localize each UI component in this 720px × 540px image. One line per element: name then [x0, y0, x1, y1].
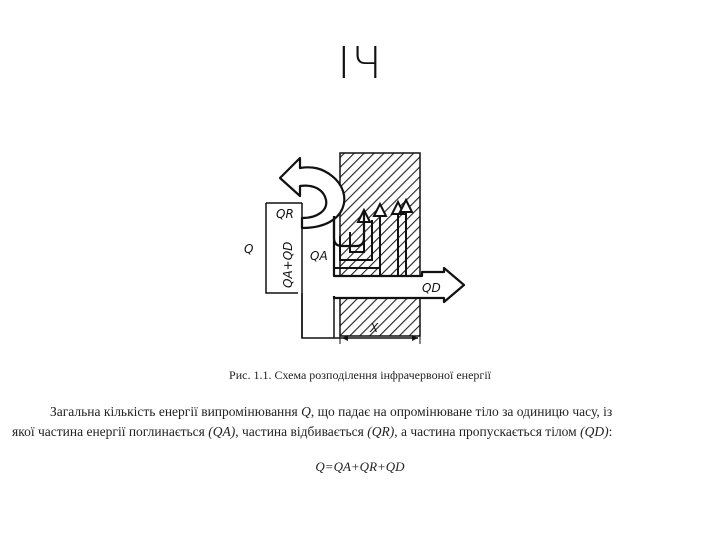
label-thickness: X	[370, 321, 379, 335]
text-fragment: якої частина енергії поглинається	[12, 424, 209, 439]
label-q-total: Q	[244, 242, 254, 256]
paragraph-line-1	[12, 402, 708, 422]
text-fragment: , а частина пропускається тілом	[394, 424, 581, 439]
figure-caption: Рис. 1.1. Схема розподілення інфрачервоної енергії	[229, 368, 491, 382]
text-fragment: :	[608, 424, 613, 439]
symbol-qa: (QA)	[208, 424, 236, 439]
paragraph-line-2	[12, 422, 708, 442]
label-q-reflected: QR	[276, 207, 294, 221]
text-fragment: , що падає на опромінюване тіло за одиницю часу, із	[310, 404, 613, 419]
label-q-absorbed-plus-transmitted: QA+QD	[281, 241, 295, 288]
energy-distribution-diagram	[230, 148, 480, 350]
body-paragraph	[12, 402, 708, 442]
symbol-qr: (QR)	[367, 424, 395, 439]
slide-title: ІЧ	[337, 38, 383, 89]
text-fragment: Загальна кількість енергії випромінювання	[50, 404, 302, 419]
label-q-absorbed: QA	[310, 249, 328, 263]
energy-balance-formula: Q=QA+QR+QD	[315, 459, 405, 474]
symbol-q: Q	[301, 404, 311, 419]
symbol-qd: (QD)	[580, 424, 609, 439]
label-q-transmitted: QD	[422, 281, 441, 295]
text-fragment: , частина відбивається	[235, 424, 368, 439]
